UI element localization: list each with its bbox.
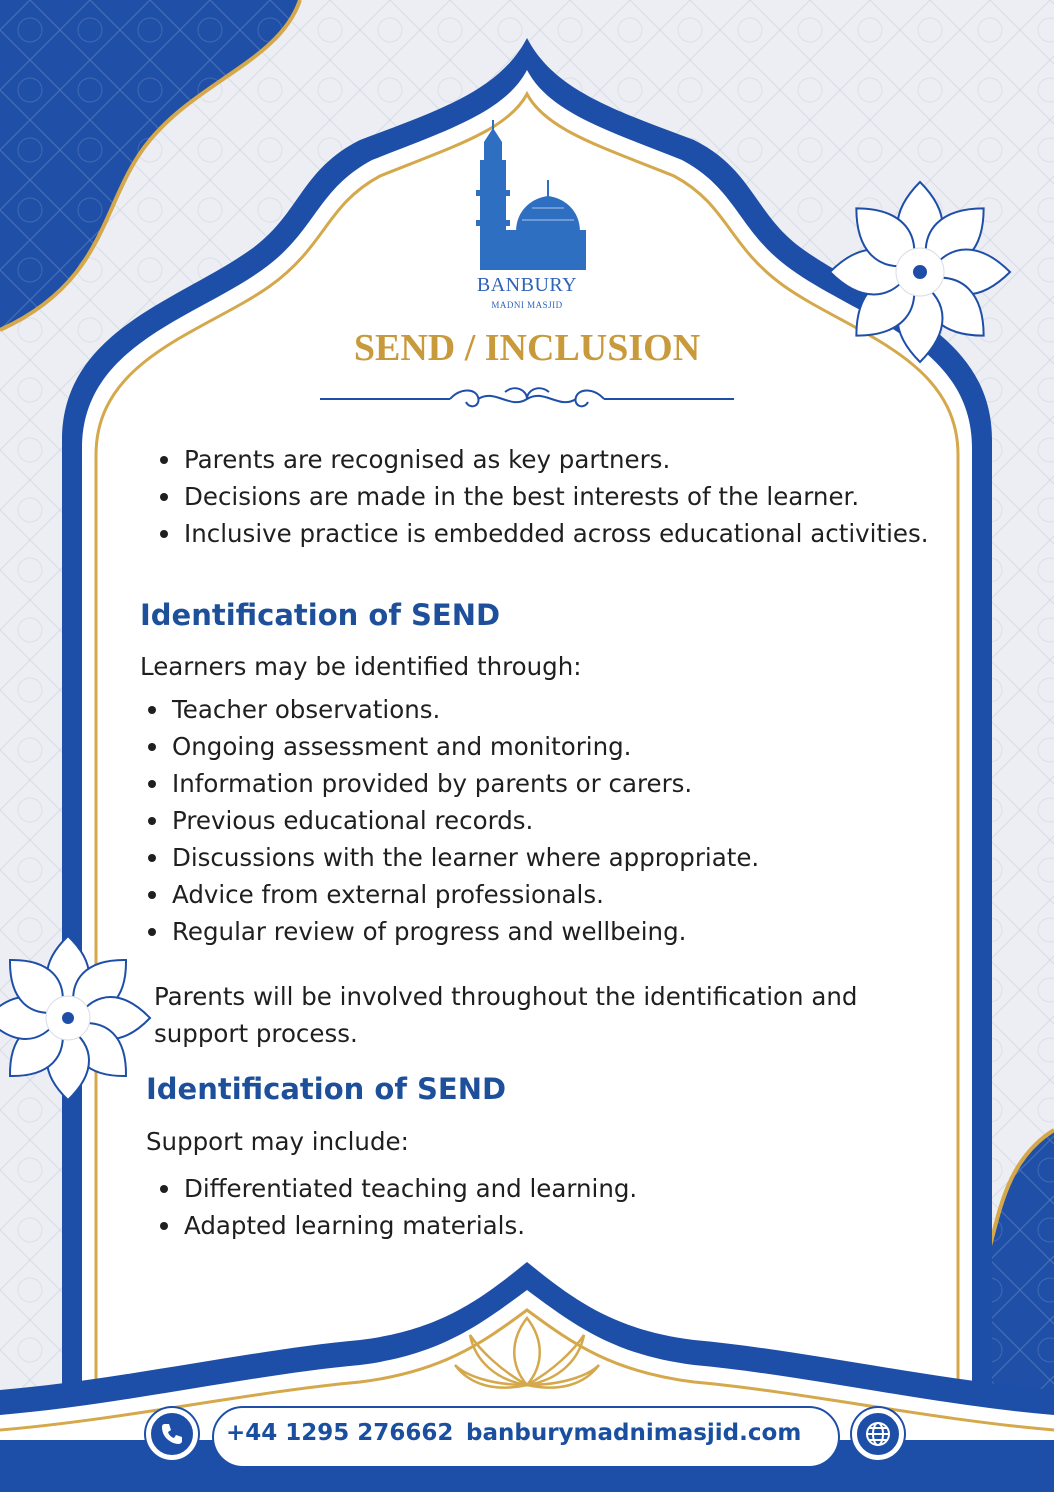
list-item: Previous educational records.	[140, 802, 920, 839]
phone-number[interactable]: +44 1295 276662	[226, 1420, 454, 1446]
list-item: Parents are recognised as key partners.	[152, 441, 932, 478]
list-item: Decisions are made in the best interests of the learner.	[152, 478, 932, 515]
closing-paragraph: Parents will be involved throughout the identification and support process.	[154, 982, 858, 1048]
support-list	[152, 1170, 932, 1244]
list-item: Adapted learning materials.	[152, 1207, 932, 1244]
list-item: Information provided by parents or carers.	[140, 765, 920, 802]
mosque-icon	[462, 120, 592, 270]
section-lead: Learners may be identified through:	[140, 652, 582, 681]
section-lead: Support may include:	[146, 1127, 409, 1156]
website-link[interactable]: banburymadnimasjid.com	[466, 1420, 802, 1446]
list-item: Ongoing assessment and monitoring.	[140, 728, 920, 765]
list-item: Inclusive practice is embedded across educational activities.	[152, 515, 932, 552]
list-item: Teacher observations.	[140, 691, 920, 728]
globe-icon[interactable]	[852, 1408, 904, 1460]
phone-icon[interactable]	[146, 1408, 198, 1460]
section-heading: Identification of SEND	[146, 1072, 507, 1106]
logo-subtitle: MADNI MASJID	[491, 300, 563, 310]
page-title: SEND / INCLUSION	[353, 327, 701, 369]
masjid-logo	[462, 120, 592, 320]
identification-list	[140, 691, 920, 950]
list-item: Regular review of progress and wellbeing.	[140, 913, 920, 950]
list-item: Differentiated teaching and learning.	[152, 1170, 932, 1207]
logo-name: BANBURY	[476, 274, 578, 296]
intro-list	[152, 441, 932, 552]
list-item: Advice from external professionals.	[140, 876, 920, 913]
section-heading: Identification of SEND	[140, 598, 501, 632]
list-item: Discussions with the learner where appropriate.	[140, 839, 920, 876]
